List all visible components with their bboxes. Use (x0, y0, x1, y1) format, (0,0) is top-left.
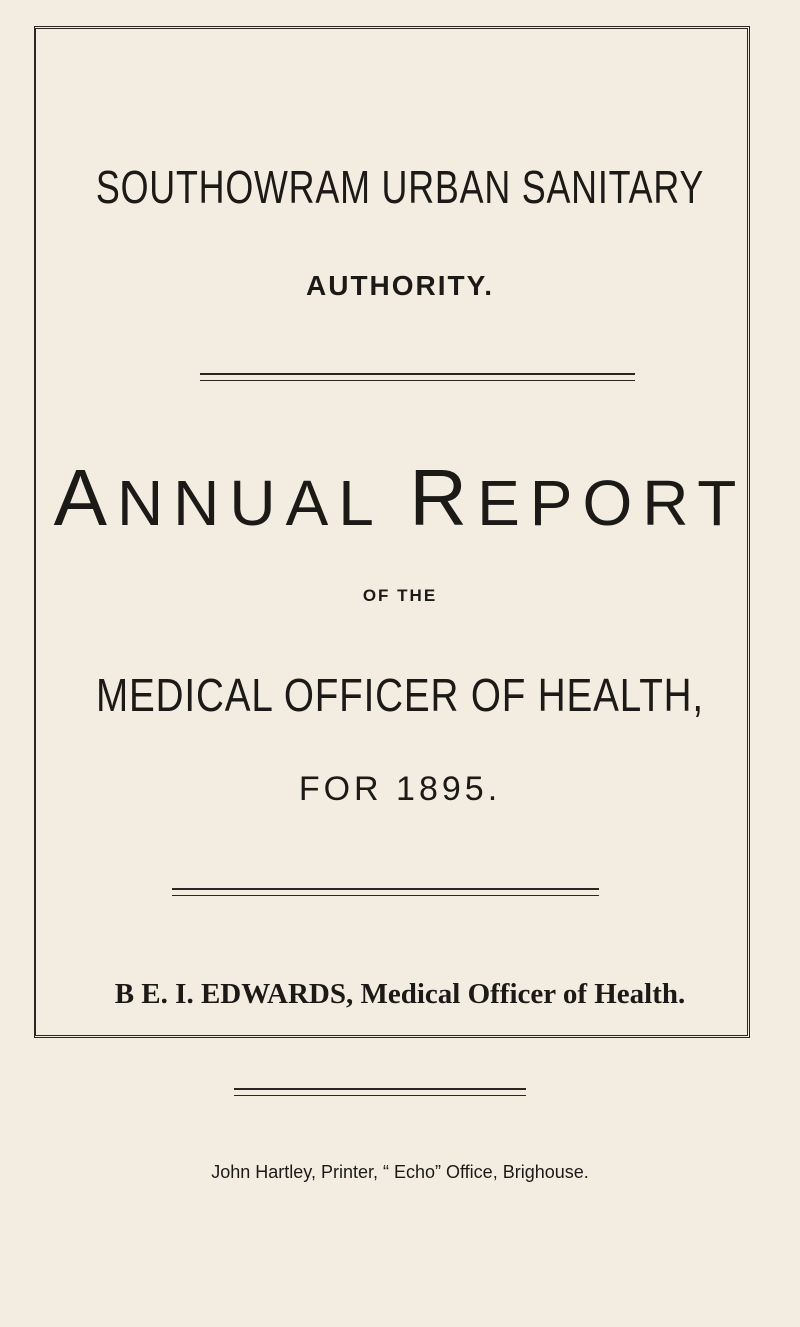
annual-report-rest-r: EPORT (477, 467, 747, 539)
year-line: FOR 1895. (298, 770, 502, 808)
annual-report-initial-a: A (53, 453, 117, 542)
annual-report-title (0, 452, 800, 544)
printer-line: John Hartley, Printer, “ Echo” Office, Brighouse. (211, 1162, 589, 1182)
decorative-rule-middle (172, 888, 599, 896)
annual-report-rest-a: NNUAL (116, 467, 410, 539)
decorative-rule-top (200, 373, 635, 381)
authority-title-line-1: SOUTHOWRAM URBAN SANITARY (95, 161, 705, 213)
annual-report-initial-r: R (409, 453, 478, 542)
medical-officer-title: MEDICAL OFFICER OF HEALTH, (96, 669, 704, 721)
author-line: B E. I. EDWARDS, Medical Officer of Health. (114, 978, 686, 1010)
of-the-text: OF THE (362, 586, 438, 605)
decorative-rule-bottom (234, 1088, 526, 1096)
authority-title-line-2: AUTHORITY. (306, 270, 494, 301)
